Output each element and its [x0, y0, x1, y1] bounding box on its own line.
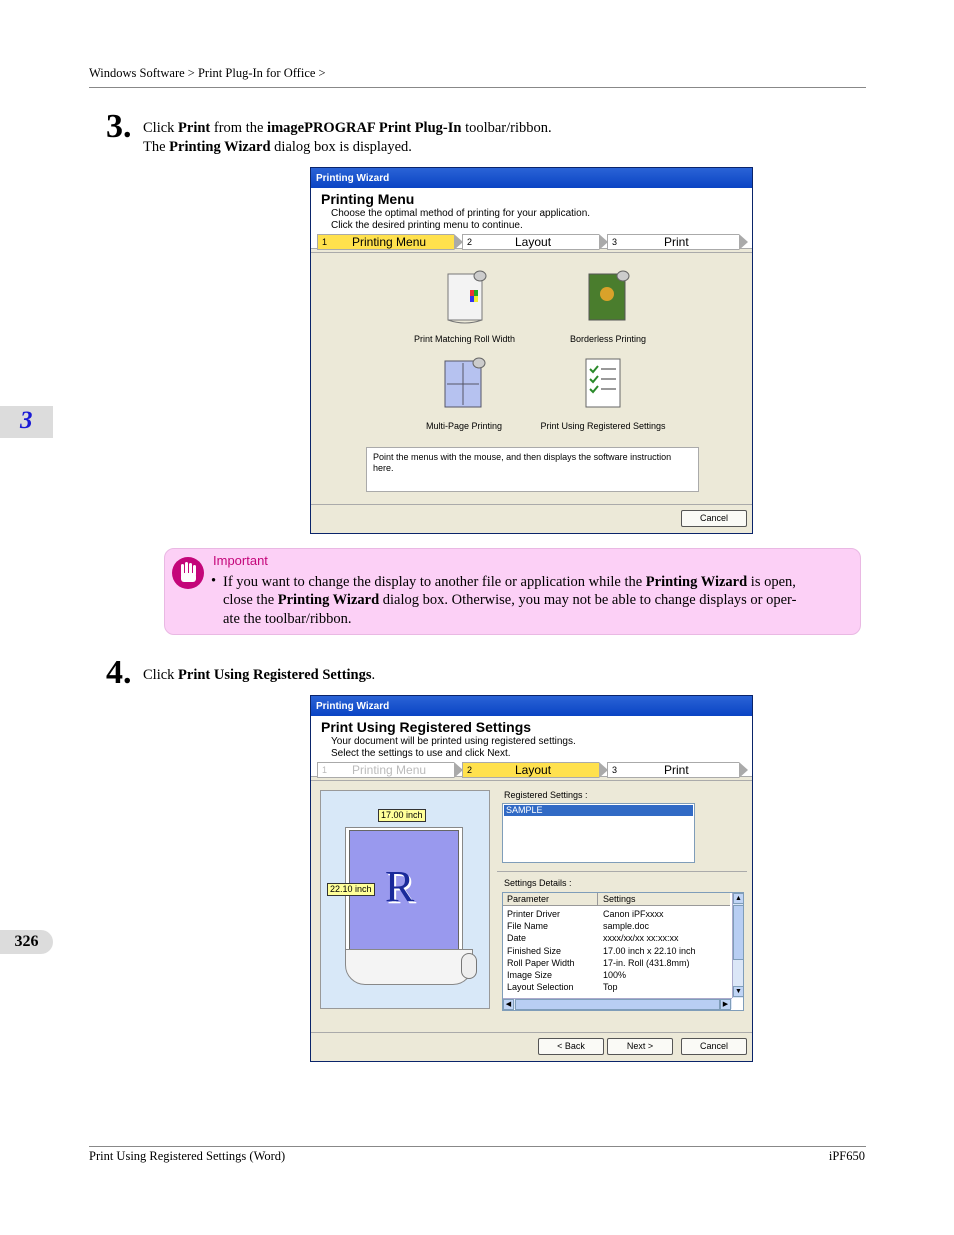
column-parameter: Parameter — [507, 894, 550, 904]
printing-wizard-dialog-registered — [310, 695, 753, 1062]
borderless-photo-icon — [583, 268, 633, 328]
option-borderless-printing[interactable]: Borderless Printing — [553, 268, 663, 344]
printing-wizard-dialog-menu — [310, 167, 753, 534]
dialog-header — [311, 716, 752, 777]
registered-item-sample[interactable]: SAMPLE — [504, 805, 693, 816]
step-3-line-2: The Printing Wizard dialog box is displayed. — [143, 139, 412, 155]
width-label: 17.00 inch — [378, 809, 426, 822]
table-row-setting: 100% — [603, 970, 627, 980]
table-header — [503, 893, 730, 906]
cancel-button[interactable]: Cancel — [681, 510, 747, 527]
step-4-number: 4. — [106, 654, 132, 691]
cancel-button[interactable]: Cancel — [681, 1038, 747, 1055]
important-line-3: ate the toolbar/ribbon. — [223, 611, 352, 627]
step-3-line-1: Click Print from the imagePROGRAF Print Plug-In toolbar/ribbon. — [143, 120, 552, 136]
table-row-setting: Canon iPFxxxx — [603, 909, 664, 919]
table-row-parameter: Image Size — [507, 970, 553, 980]
registered-settings-label: Registered Settings : — [504, 790, 588, 800]
table-row-setting: 17-in. Roll (431.8mm) — [603, 957, 690, 968]
table-row-parameter: Finished Size — [507, 945, 562, 956]
dialog-header — [311, 188, 752, 249]
page-number: 326 — [0, 930, 53, 954]
horizontal-scrollbar[interactable] — [503, 998, 732, 1009]
table-row-parameter: Layout Selection — [507, 982, 574, 993]
column-settings: Settings — [603, 894, 636, 904]
dialog-desc-2: Select the settings to use and click Next. — [331, 748, 511, 759]
footer-rule — [89, 1146, 866, 1147]
step-crumb-layout: 2 Layout — [462, 234, 599, 250]
hand-stop-icon — [171, 556, 205, 590]
roll-core — [461, 953, 477, 979]
dialog-heading: Printing Menu — [321, 191, 415, 207]
hint-box: Point the menus with the mouse, and then displays the software instruction here. — [366, 447, 699, 492]
table-row-setting: Top — [603, 982, 618, 993]
step-4-line-1: Click Print Using Registered Settings. — [143, 667, 376, 683]
next-button[interactable]: Next > — [607, 1038, 673, 1055]
scroll-up-arrow[interactable]: ▲ — [733, 893, 744, 904]
chapter-tab: 3 — [0, 406, 53, 438]
settings-details-label: Settings Details : — [504, 878, 572, 888]
option-multi-page-printing[interactable]: Multi-Page Printing — [414, 355, 514, 431]
scroll-thumb[interactable] — [733, 905, 744, 960]
table-row-parameter: Roll Paper Width — [507, 957, 575, 968]
registered-settings-list[interactable] — [502, 803, 695, 863]
step-crumb-printing-menu: 1 Printing Menu — [317, 234, 454, 250]
step-3-number: 3. — [106, 108, 132, 145]
settings-details-table[interactable] — [502, 892, 744, 1011]
scroll-right-arrow[interactable]: ▶ — [720, 999, 731, 1010]
hscroll-thumb[interactable] — [515, 999, 720, 1010]
dialog-heading: Print Using Registered Settings — [321, 719, 532, 735]
wizard-steps — [317, 234, 747, 250]
dialog-desc-1: Choose the optimal method of printing for your application. — [331, 208, 591, 219]
step-crumb-printing-menu: 1 Printing Menu — [317, 762, 454, 778]
footer-right: iPF650 — [828, 1149, 865, 1163]
preview-letter: R — [385, 862, 415, 911]
footer-left: Print Using Registered Settings (Word) — [89, 1149, 286, 1163]
bullet: • — [211, 573, 217, 589]
important-title: Important — [213, 553, 268, 568]
important-line-2: close the Printing Wizard dialog box. Otherwise, you may not be able to change displays or oper- — [223, 592, 797, 608]
window-title: Printing Wizard — [311, 168, 752, 188]
scroll-left-arrow[interactable]: ◀ — [503, 999, 514, 1010]
scroll-down-arrow[interactable]: ▼ — [733, 986, 744, 997]
back-button[interactable]: < Back — [538, 1038, 604, 1055]
table-row-parameter: File Name — [507, 921, 549, 932]
step-crumb-print: 3 Print — [607, 234, 739, 250]
step-crumb-layout: 2 Layout — [462, 762, 599, 778]
running-header: Windows Software > Print Plug-In for Office > — [89, 66, 326, 80]
multi-page-icon — [439, 355, 489, 415]
vertical-scrollbar[interactable] — [732, 893, 743, 998]
table-row-setting: 17.00 inch x 22.10 inch — [603, 945, 696, 956]
option-print-using-registered-settings[interactable]: Print Using Registered Settings — [533, 355, 673, 431]
window-title: Printing Wizard — [311, 696, 752, 716]
table-row-parameter: Date — [507, 933, 527, 944]
roll-width-icon — [440, 268, 490, 328]
option-print-matching-roll-width[interactable]: Print Matching Roll Width — [407, 268, 522, 344]
dialog-desc-1: Your document will be printed using registered settings. — [331, 736, 576, 747]
important-line-1: If you want to change the display to another file or application while the Printing Wizard is open, — [223, 574, 796, 590]
layout-preview — [320, 790, 490, 1009]
important-note — [164, 548, 861, 635]
height-label: 22.10 inch — [327, 883, 375, 896]
table-row-parameter: Printer Driver — [507, 909, 561, 919]
dialog-desc-2: Click the desired printing menu to continue. — [331, 220, 523, 231]
checklist-icon — [578, 355, 628, 415]
step-crumb-print: 3 Print — [607, 762, 739, 778]
roll-paper — [345, 949, 473, 985]
table-row-setting: sample.doc — [603, 921, 650, 932]
table-row-setting: xxxx/xx/xx xx:xx:xx — [603, 933, 679, 944]
header-rule — [89, 87, 866, 88]
wizard-steps — [317, 762, 747, 778]
